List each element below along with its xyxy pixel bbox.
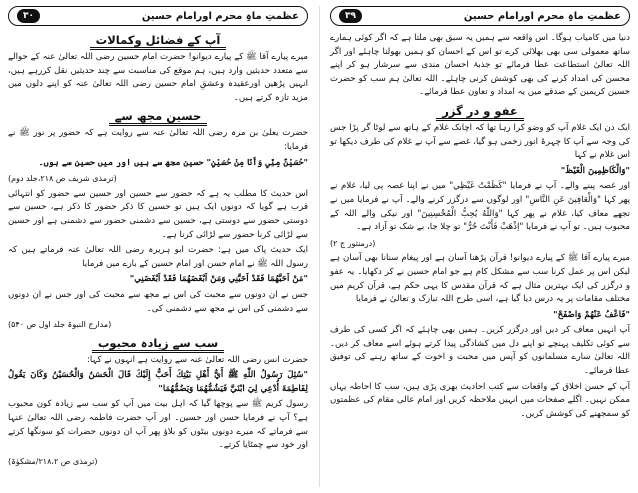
reference: (ترمذی شریف ص ۲۱۸،جلد دوم)	[8, 174, 117, 184]
arabic-quote: "فَاعْفُ عَنْهُمْ وَاصْفَحْ"	[553, 309, 630, 320]
heading-text: عفو و در گزر	[436, 104, 524, 121]
page-header	[8, 6, 308, 26]
paragraph: ایک دن ایک غلام آپ کو وضو کرا رہا تھا کہ اچانک غلام کے ہاتھ سے لوٹا گر پڑا جس کی وجہ سے آپ کا چہرۂ انور زخمی ہو گیا، غصے سے آپ نے غلام کی طرف دیکھا تو اس غلام نے کہا	[330, 122, 630, 161]
heading-text: آپ کے فضائل وکمالات	[90, 33, 227, 50]
left-page	[8, 6, 308, 487]
paragraph: حضرت انس رضی اللہ تعالیٰ عنہ سے روایت ہے انہوں نے کہا:	[86, 354, 308, 365]
paragraph: اور غصہ پینے والے۔ آپ نے فرمایا "كَظَمْتُ غَيْظِي" میں نے اپنا غصہ پی لیا، غلام نے پھر کہا "وَالْعَافِينَ عَنِ النَّاسِ" اور لوگوں سے درگزر کرنے والے۔ آپ نے فرمایا میں نے تجھے معاف کیا، غلام نے پھر کہا "وَاللّٰهُ يُحِبُّ الْمُحْسِنِينَ" اور نیکی والے اللہ کے محبوب ہیں۔ تو آپ نے فرمایا "اِذْهَبْ فَأَنْتَ حُرٌّ" تو چلا جا، بے شک تو آزاد ہے۔	[330, 181, 630, 233]
reference: (ترمذی ص ۲۱۸،۲/مشکوٰۃ)	[8, 456, 98, 466]
page-number: ۳۹	[339, 9, 362, 23]
arabic-quote: "حُسَيْنٌ مِنِّي وَأَنَا مِنْ حُسَيْنٍ" حسین مجھ سے ہیں اور میں حسین سے ہوں۔	[38, 157, 308, 168]
page-body	[8, 32, 308, 468]
paragraph: آپ کے حسن اخلاق کے واقعات سے کتب احادیث بھری پڑی ہیں، سب کا احاطہ یہاں ممکن نہیں۔ اگلے صفحات میں انہیں ملاحظہ کریں اور امام عالی مقام کی عظمتوں کو سمجھنے کی کوشش کریں۔	[330, 381, 630, 419]
paragraph: اس حدیث کا مطلب یہ ہے کہ حضور سے حسین اور حسین سے حضور کو انتہائی قرب ہے گویا کہ دونوں ایک ہیں تو حسین کا ذکر حضور کا ذکر ہے، حسین سے دوستی حضور سے دوستی ہے، حسین سے دشمنی حضور سے دشمنی ہے اور حسین سے لڑائی کرنا حضور سے لڑائی کرنا ہے۔	[8, 188, 308, 240]
section-heading	[330, 103, 630, 119]
arabic-quote: "مَنْ اَحَبَّهُمَا فَقَدْ اَحَبَّنِي وَمَنْ اَبْغَضَهُمَا فَقَدْ اَبْغَضَنِي"	[129, 274, 308, 285]
paragraph: میرے پیارے آقا ﷺ کے پیارے دیوانو! حضرت امام حسین رضی اللہ تعالیٰ عنہ کے حوالے سے متعدد حدیثیں وارد ہیں، ہم موقع کی مناسبت سے چند حدیثیں نقل کررہے ہیں، انہیں پڑھیں اورعقیدہ وعشقِ امام حسین رضی اللہ تعالیٰ عنہ کو اپنے دلوں میں مزید تازہ کرتے ہیں۔	[8, 52, 308, 103]
reference: (درمنثور ج ۲)	[330, 238, 376, 248]
header-title: عظمتِ ماہِ محرم اورامام حسین	[463, 10, 621, 22]
heading-text: حسین مجھ سے	[109, 109, 208, 126]
page-header	[330, 6, 630, 26]
page-body	[330, 32, 630, 421]
section-heading	[8, 335, 308, 351]
paragraph: ایک حدیث پاک میں ہے: حضرت ابو ہریرہ رضی اللہ تعالیٰ عنہ فرماتے ہیں کہ رسول اللہ ﷺ نے امام حسن اور امام حسین کے بارے میں فرمایا	[8, 245, 308, 269]
paragraph: میرے پیارے آقا ﷺ کے پیارے دیوانو! قرآن پڑھنا آسان ہے اور پیغام سنانا بھی آسان ہے لیکن اس پر عمل کرنا سب سے مشکل کام ہے جو امام حسین نے کر دکھایا۔ یہ عفو و درگزر کی ایک بہترین مثال ہے کہ قرآن مقدس کا یہی حکم ہے، قرآن کریم میں مختلف مقامات پر یہ درس دیا گیا ہے، اسی طرح اللہ تبارک و تعالیٰ نے فرمایا	[330, 253, 630, 305]
heading-text: سب سے زیادہ محبوب	[92, 336, 224, 353]
page-number: ۳۰	[17, 9, 40, 23]
paragraph: دنیا میں کامیاب ہوگا۔ اس واقعہ سے ہمیں یہ سبق بھی ملتا ہے کہ اگر کوئی ہمارے ساتھ معمولی سی بھی بھلائی کرے تو اس کے احسان کو ہمیں بھولنا چاہئے اور اگر اللہ تعالیٰ استطاعت عطا فرمائے تو جذبۂ احسان مندی سے سرشار ہو کر اپنے محسن کی امداد کرنے کی بھی کوشش کرنی چاہئے۔ اللہ تعالیٰ ہم سب کو حضرت حسین کریمین کے صدقے میں یہ امداد و تعاون عطا فرمائے۔	[330, 33, 630, 98]
arabic-quote: "وَالْكَاظِمِينَ الْغَيْظَ"	[560, 165, 630, 176]
right-page	[330, 6, 630, 487]
header-title: عظمتِ ماہِ محرم اورامام حسین	[141, 10, 299, 22]
page-gutter	[319, 6, 320, 487]
section-heading	[8, 32, 308, 48]
paragraph: رسول کریم ﷺ سے پوچھا گیا کہ اہل بیت میں آپ کو سب سے زیادہ کون محبوب ہے؟ آپ نے فرمایا حسن اور حسین۔ اور آپ حضرت فاطمہ رضی اللہ تعالیٰ عنہا سے فرماتے کہ میرے دونوں بیٹوں کو بلاؤ پھر آپ ان دونوں حضرات کو سونگھا کرتے اور خود سے چمٹایا کرتے۔	[8, 399, 308, 451]
paragraph: آپ انہیں معاف کر دیں اور درگزر کریں۔ ہمیں بھی چاہئے کہ اگر کسی کی طرف سے کوئی تکلیف پہنچے تو اپنے دل میں کشادگی پیدا کرتے ہوئے اسے معاف کر دیں۔ اللہ تعالیٰ سارے مسلمانوں کو آپس میں محبت و اخوت کے ساتھ رہنے کی توفیق عطا فرمائے۔	[330, 325, 630, 377]
paragraph: حضرت یعلیٰ بن مرہ رضی اللہ تعالیٰ عنہ سے روایت ہے کہ حضور پر نور ﷺ نے فرمایا:	[8, 128, 308, 152]
section-heading	[8, 108, 308, 124]
reference: (مدارج النبوۃ جلد اول ص ۵۴۰)	[8, 320, 112, 330]
arabic-quote: "سُئِلَ رَسُولُ اللّٰهِ ﷺ أَيُّ أَهْلِ بَيْتِكَ أَحَبُّ إِلَيْكَ قَالَ الْحَسَنُ وَالْحُسَيْنُ وَكَانَ يَقُولُ لِفَاطِمَةَ أُدْعِي لِيَ ابْنَيَّ فَيَشُمُّهُمَا وَيَضُمُّهُمَا"	[8, 370, 308, 394]
paragraph: جس نے ان دونوں سے محبت کی اس نے مجھ سے محبت کی اور جس نے ان دونوں سے دشمنی کی اس نے مجھ سے دشمنی کی۔	[8, 289, 308, 314]
